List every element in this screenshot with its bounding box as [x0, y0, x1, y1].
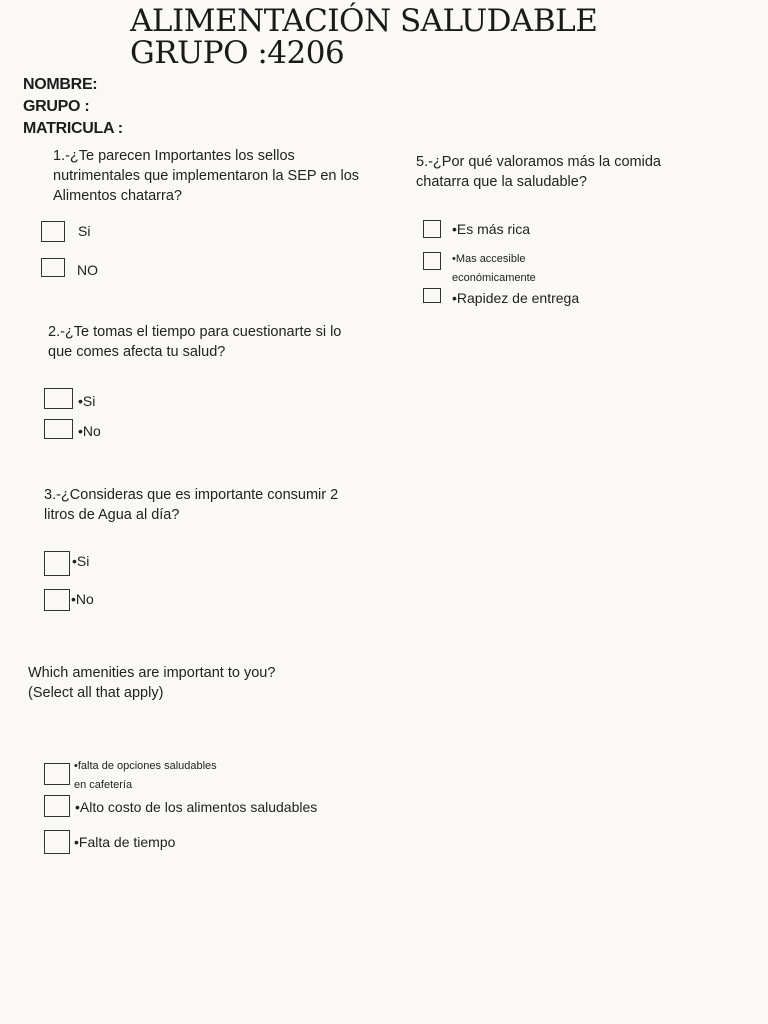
q1-option-no-checkbox[interactable] — [41, 258, 65, 277]
q4-option-costo-checkbox[interactable] — [44, 795, 70, 817]
q1-option-si-checkbox[interactable] — [41, 221, 65, 242]
question-5-text: 5.-¿Por qué valoramos más la comida chatarra que la saludable? — [416, 154, 661, 190]
q5-option-rapidez-checkbox[interactable] — [423, 288, 441, 303]
question-1-text: 1.-¿Te parecen Importantes los sellos nutrimentales que implementaron la SEP en los Alimentos chatarra? — [53, 148, 360, 204]
q4-option-costo-label: •Alto costo de los alimentos saludables — [75, 799, 318, 815]
q3-option-no-label: •No — [71, 591, 94, 607]
grupo-label: GRUPO : — [23, 98, 90, 115]
question-4-text: Which amenities are important to you? (Select all that apply) — [28, 665, 276, 701]
q1-option-no-label: NO — [77, 262, 98, 278]
q4-option-cafeteria-checkbox[interactable] — [44, 763, 70, 785]
q5-option-rapidez-label: •Rapidez de entrega — [452, 290, 580, 306]
q3-option-no-checkbox[interactable] — [44, 589, 70, 611]
form-subtitle: GRUPO :4206 — [130, 35, 345, 71]
q5-option-accesible-checkbox[interactable] — [423, 252, 441, 270]
q3-option-si-checkbox[interactable] — [44, 551, 70, 576]
q5-option-accesible-label: •Mas accesible económicamente — [452, 253, 536, 284]
form-title: ALIMENTACIÓN SALUDABLE — [130, 3, 598, 39]
q2-option-si-checkbox[interactable] — [44, 388, 73, 409]
q5-option-rica-label: •Es más rica — [452, 221, 531, 237]
nombre-label: NOMBRE: — [23, 76, 98, 93]
q4-option-tiempo-checkbox[interactable] — [44, 830, 70, 854]
q4-option-tiempo-label: •Falta de tiempo — [74, 834, 176, 850]
q4-option-cafeteria-label: •falta de opciones saludables en cafetería — [74, 760, 217, 791]
q3-option-si-label: •Si — [72, 553, 90, 569]
q1-option-si-label: Si — [78, 223, 91, 239]
question-3-text: 3.-¿Consideras que es importante consumir 2 litros de Agua al día? — [44, 487, 339, 523]
q2-option-no-label: •No — [78, 423, 101, 439]
q5-option-rica-checkbox[interactable] — [423, 220, 441, 238]
matricula-label: MATRICULA : — [23, 120, 123, 137]
q2-option-si-label: •Si — [78, 393, 96, 409]
question-2-text: 2.-¿Te tomas el tiempo para cuestionarte si lo que comes afecta tu salud? — [48, 324, 342, 360]
q2-option-no-checkbox[interactable] — [44, 419, 73, 439]
